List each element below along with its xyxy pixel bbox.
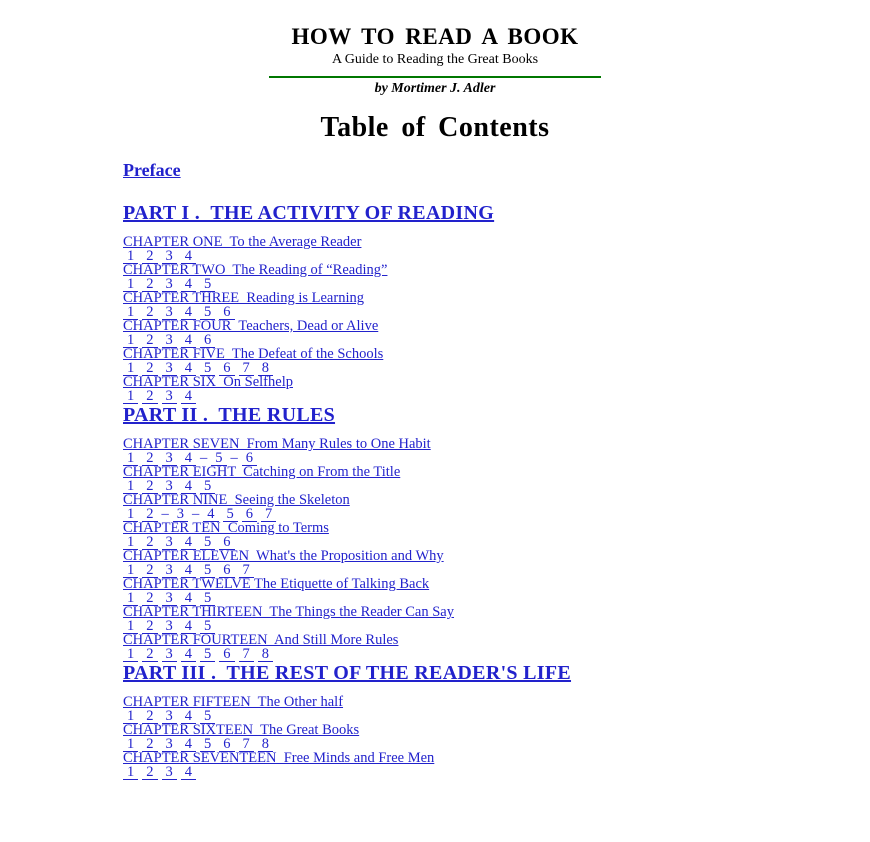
- toc-parts: [123, 201, 870, 779]
- page-link[interactable]: 3: [162, 451, 177, 466]
- preface-row: [123, 160, 870, 181]
- page-links-row: [123, 507, 870, 521]
- page-links-row: [123, 535, 870, 549]
- page-link[interactable]: 7: [239, 563, 254, 578]
- page-link[interactable]: 2: [142, 647, 157, 662]
- page-link[interactable]: 1: [123, 619, 138, 634]
- page-link[interactable]: 1: [123, 451, 138, 466]
- page-link[interactable]: 5: [200, 709, 215, 724]
- page-link[interactable]: 5: [200, 479, 215, 494]
- page-link[interactable]: 6: [219, 737, 234, 752]
- header-divider: [269, 76, 601, 78]
- page-link[interactable]: 4: [181, 535, 196, 550]
- page-link[interactable]: 1: [123, 765, 138, 780]
- chapter-title-row: [123, 493, 870, 507]
- chapter-link[interactable]: CHAPTER TEN Coming to Terms: [123, 520, 329, 536]
- page-link[interactable]: 1: [123, 709, 138, 724]
- part-link-1[interactable]: PART I . THE ACTIVITY OF READING: [123, 202, 495, 224]
- page-link[interactable]: 4: [181, 249, 196, 264]
- page-link[interactable]: 3: [162, 563, 177, 578]
- chapter-title-row: [123, 521, 870, 535]
- page-links-row: [123, 737, 870, 751]
- page-link[interactable]: 3: [162, 361, 177, 376]
- page-link[interactable]: 6: [242, 451, 257, 466]
- page-link[interactable]: 1: [123, 591, 138, 606]
- page-links-row: [123, 249, 870, 263]
- page-link[interactable]: 2: [142, 333, 157, 348]
- page-links-row: [123, 765, 870, 779]
- book-byline: by Mortimer J. Adler: [374, 81, 496, 96]
- part-heading-1: [123, 201, 870, 225]
- page-links-row: [123, 619, 870, 633]
- page-links-row: [123, 333, 870, 347]
- page-link[interactable]: 5: [211, 451, 226, 466]
- page-link[interactable]: 8: [258, 647, 273, 662]
- page-link[interactable]: 5: [200, 737, 215, 752]
- page-link[interactable]: 2: [142, 507, 157, 522]
- page-link[interactable]: 1: [123, 647, 138, 662]
- page-links-row: [123, 451, 870, 465]
- page-link[interactable]: 1: [123, 507, 138, 522]
- page-links-row: [123, 361, 870, 375]
- page-links-row: [123, 389, 870, 403]
- page-link[interactable]: 4: [181, 765, 196, 780]
- part-link-2[interactable]: PART II . THE RULES: [123, 404, 336, 426]
- chapter-link[interactable]: CHAPTER ONE To the Average Reader: [123, 234, 362, 250]
- page-link[interactable]: 3: [162, 333, 177, 348]
- page-link[interactable]: 3: [162, 737, 177, 752]
- page-link[interactable]: 2: [142, 389, 157, 404]
- page-link[interactable]: 2: [142, 277, 157, 292]
- page-link[interactable]: 3: [162, 765, 177, 780]
- page-link[interactable]: 2: [142, 249, 157, 264]
- page-link[interactable]: 1: [123, 535, 138, 550]
- page-link[interactable]: 1: [123, 249, 138, 264]
- page-link[interactable]: 3: [162, 305, 177, 320]
- page-link[interactable]: 5: [200, 305, 215, 320]
- page-link[interactable]: 4: [181, 619, 196, 634]
- page-link[interactable]: 2: [142, 709, 157, 724]
- page-link[interactable]: 4: [181, 563, 196, 578]
- chapter-title-row: [123, 263, 870, 277]
- page-link[interactable]: 2: [142, 361, 157, 376]
- chapter-link[interactable]: CHAPTER SIXTEEN The Great Books: [123, 722, 360, 738]
- page-link[interactable]: 1: [123, 361, 138, 376]
- part-link-3[interactable]: PART III . THE REST OF THE READER'S LIFE: [123, 662, 572, 684]
- chapter-title-row: [123, 577, 870, 591]
- page-link[interactable]: 3: [162, 535, 177, 550]
- page-link[interactable]: 5: [200, 277, 215, 292]
- page-link[interactable]: 5: [200, 361, 215, 376]
- chapter-link[interactable]: CHAPTER THREE Reading is Learning: [123, 290, 364, 306]
- page-link[interactable]: 6: [219, 361, 234, 376]
- chapter-link[interactable]: CHAPTER FIVE The Defeat of the Schools: [123, 346, 384, 362]
- page-link[interactable]: 1: [123, 305, 138, 320]
- chapter-link[interactable]: CHAPTER EIGHT Catching on From the Title: [123, 464, 401, 480]
- page-link[interactable]: 7: [261, 507, 276, 522]
- chapter-title-row: [123, 723, 870, 737]
- page-link[interactable]: 2: [142, 479, 157, 494]
- page-link[interactable]: 5: [200, 563, 215, 578]
- chapter-link[interactable]: CHAPTER NINE Seeing the Skeleton: [123, 492, 350, 508]
- page-link[interactable]: 4: [181, 451, 196, 466]
- page-separator-dash: –: [200, 450, 208, 466]
- page-link[interactable]: 3: [162, 619, 177, 634]
- page-link[interactable]: 8: [258, 361, 273, 376]
- page-link[interactable]: 4: [181, 709, 196, 724]
- page-link[interactable]: 4: [181, 305, 196, 320]
- page-link[interactable]: 4: [181, 361, 196, 376]
- chapter-title-row: [123, 633, 870, 647]
- chapter-title-row: [123, 375, 870, 389]
- page-link[interactable]: 5: [200, 591, 215, 606]
- page-link[interactable]: 2: [142, 563, 157, 578]
- chapter-link[interactable]: CHAPTER SEVEN From Many Rules to One Habit: [123, 436, 431, 452]
- page-link[interactable]: 2: [142, 765, 157, 780]
- page-link[interactable]: 4: [181, 277, 196, 292]
- chapter-link[interactable]: CHAPTER ELEVEN What's the Proposition and Why: [123, 548, 444, 564]
- chapter-link[interactable]: CHAPTER SEVENTEEN Free Minds and Free Men: [123, 750, 435, 766]
- chapter-link[interactable]: CHAPTER TWELVE The Etiquette of Talking Back: [123, 576, 430, 592]
- page-link[interactable]: 4: [181, 479, 196, 494]
- page-link[interactable]: 1: [123, 563, 138, 578]
- chapter-title-row: [123, 751, 870, 765]
- part-heading-2: [123, 403, 870, 427]
- page-link[interactable]: 6: [219, 305, 234, 320]
- chapter-link[interactable]: CHAPTER THIRTEEN The Things the Reader Can Say: [123, 604, 454, 620]
- page-link[interactable]: 7: [239, 647, 254, 662]
- page-link[interactable]: 2: [142, 535, 157, 550]
- page-link[interactable]: 1: [123, 277, 138, 292]
- part-heading-3: [123, 661, 870, 685]
- page-separator-dash: –: [230, 450, 238, 466]
- page-link[interactable]: 6: [219, 647, 234, 662]
- page-link[interactable]: 3: [162, 591, 177, 606]
- page-links-row: [123, 479, 870, 493]
- page-link[interactable]: 5: [223, 507, 238, 522]
- page-link[interactable]: 3: [162, 709, 177, 724]
- book-subtitle: A Guide to Reading the Great Books: [331, 52, 539, 67]
- page-links-row: [123, 647, 870, 661]
- page-links-row: [123, 591, 870, 605]
- page-link[interactable]: 4: [181, 647, 196, 662]
- book-title: HOW TO READ A BOOK: [291, 24, 579, 49]
- page-link[interactable]: 5: [200, 535, 215, 550]
- page-link[interactable]: 1: [123, 333, 138, 348]
- page-link[interactable]: 6: [242, 507, 257, 522]
- chapter-title-row: [123, 291, 870, 305]
- page-link[interactable]: 6: [219, 535, 234, 550]
- page-link[interactable]: 2: [142, 305, 157, 320]
- page-link[interactable]: 7: [239, 737, 254, 752]
- page-link[interactable]: 4: [181, 737, 196, 752]
- page-link[interactable]: 5: [200, 647, 215, 662]
- page-links-row: [123, 305, 870, 319]
- page-link[interactable]: 3: [162, 277, 177, 292]
- chapter-title-row: [123, 695, 870, 709]
- chapter-link[interactable]: CHAPTER SIX On Selfhelp: [123, 374, 293, 390]
- page-link[interactable]: 3: [173, 507, 188, 522]
- chapter-link[interactable]: CHAPTER TWO The Reading of “Reading”: [123, 262, 388, 278]
- page-link[interactable]: 1: [123, 737, 138, 752]
- page-link[interactable]: 6: [219, 563, 234, 578]
- page-separator-dash: –: [161, 506, 169, 522]
- chapter-title-row: [123, 347, 870, 361]
- page-link[interactable]: 2: [142, 451, 157, 466]
- toc-content: [123, 160, 870, 779]
- chapter-title-row: [123, 437, 870, 451]
- page-link[interactable]: 4: [181, 389, 196, 404]
- chapter-link[interactable]: CHAPTER FOUR Teachers, Dead or Alive: [123, 318, 379, 334]
- chapter-title-row: [123, 549, 870, 563]
- page-links-row: [123, 563, 870, 577]
- page-link[interactable]: 3: [162, 249, 177, 264]
- chapter-title-row: [123, 319, 870, 333]
- page-link[interactable]: 4: [181, 591, 196, 606]
- page-link[interactable]: 1: [123, 389, 138, 404]
- page-link[interactable]: 3: [162, 479, 177, 494]
- page-link[interactable]: 2: [142, 591, 157, 606]
- page-link[interactable]: 4: [181, 333, 196, 348]
- chapter-title-row: [123, 465, 870, 479]
- page-title: Table of Contents: [320, 112, 550, 143]
- page-links-row: [123, 709, 870, 723]
- chapter-link[interactable]: CHAPTER FIFTEEN The Other half: [123, 694, 344, 710]
- chapter-title-row: [123, 605, 870, 619]
- page-link[interactable]: 6: [200, 333, 215, 348]
- chapter-link[interactable]: CHAPTER FOURTEEN And Still More Rules: [123, 632, 399, 648]
- page-link[interactable]: 3: [162, 389, 177, 404]
- page-link[interactable]: 2: [142, 619, 157, 634]
- book-header: [0, 0, 870, 144]
- page-link[interactable]: 5: [200, 619, 215, 634]
- page-link[interactable]: 3: [162, 647, 177, 662]
- page-link[interactable]: 8: [258, 737, 273, 752]
- page-separator-dash: –: [192, 506, 200, 522]
- page-link[interactable]: 1: [123, 479, 138, 494]
- page-link[interactable]: 2: [142, 737, 157, 752]
- preface-link[interactable]: Preface: [123, 160, 181, 180]
- page-link[interactable]: 7: [239, 361, 254, 376]
- chapter-title-row: [123, 235, 870, 249]
- page-links-row: [123, 277, 870, 291]
- page-link[interactable]: 4: [203, 507, 218, 522]
